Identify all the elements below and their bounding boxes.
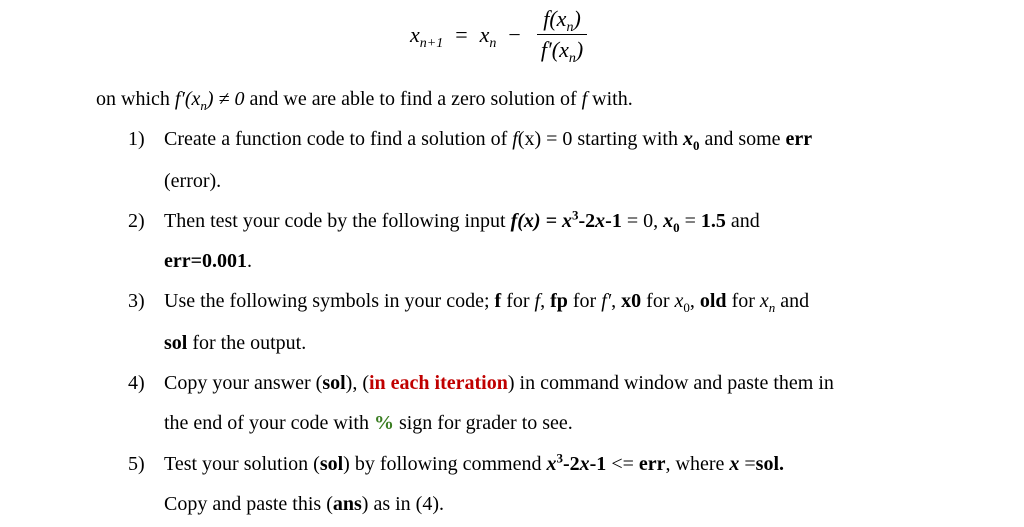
item-4-line-1: Copy your answer (sol), (in each iteration) in command window and paste them in xyxy=(164,372,834,394)
item-number-1: 1) xyxy=(128,128,145,150)
item-number-3: 3) xyxy=(128,290,145,312)
formula-denominator: $f'(x_n)$ xyxy=(540,37,584,66)
newton-formula xyxy=(410,6,587,66)
formula-fraction xyxy=(537,6,587,66)
item-2-line-2: err=0.001. xyxy=(164,250,253,272)
formula-equals: = xyxy=(455,21,468,47)
formula-rhs: $x_n$ xyxy=(479,21,497,51)
item-5-line-2: Copy and paste this (ans) as in (4). xyxy=(164,493,444,515)
item-number-4: 4) xyxy=(128,372,145,394)
item-1-line-2: (error). xyxy=(164,170,222,192)
formula-numerator: $f(x_n)$ xyxy=(543,6,581,35)
item-2-line-1: Then test your code by the following input $f(x) = x^3-2x-1 = 0$, $x_0 = 1.5$ and xyxy=(164,207,760,235)
item-3-line-1: Use the following symbols in your code; f for f, fp for f′, x0 for $x_0$, old for $x_n$ and xyxy=(164,290,810,315)
item-5-line-1: Test your solution (sol) by following commend $x^3-2x-1$ <= err, where x =sol. xyxy=(164,450,784,475)
item-number-2: 2) xyxy=(128,210,145,232)
item-4-line-2: the end of your code with % sign for grader to see. xyxy=(164,412,573,434)
intro-line: on which $f'(x_n) \ne 0$ and we are able to find a zero solution of f with. xyxy=(96,88,633,113)
item-1-line-1: Create a function code to find a solution of f(x) = 0 starting with $x_0$ and some err xyxy=(164,128,813,153)
item-number-5: 5) xyxy=(128,453,145,475)
formula-lhs: $x_{n+1}$ xyxy=(410,21,444,51)
formula-minus: − xyxy=(508,21,521,47)
item-3-line-2: sol for the output. xyxy=(164,332,307,354)
